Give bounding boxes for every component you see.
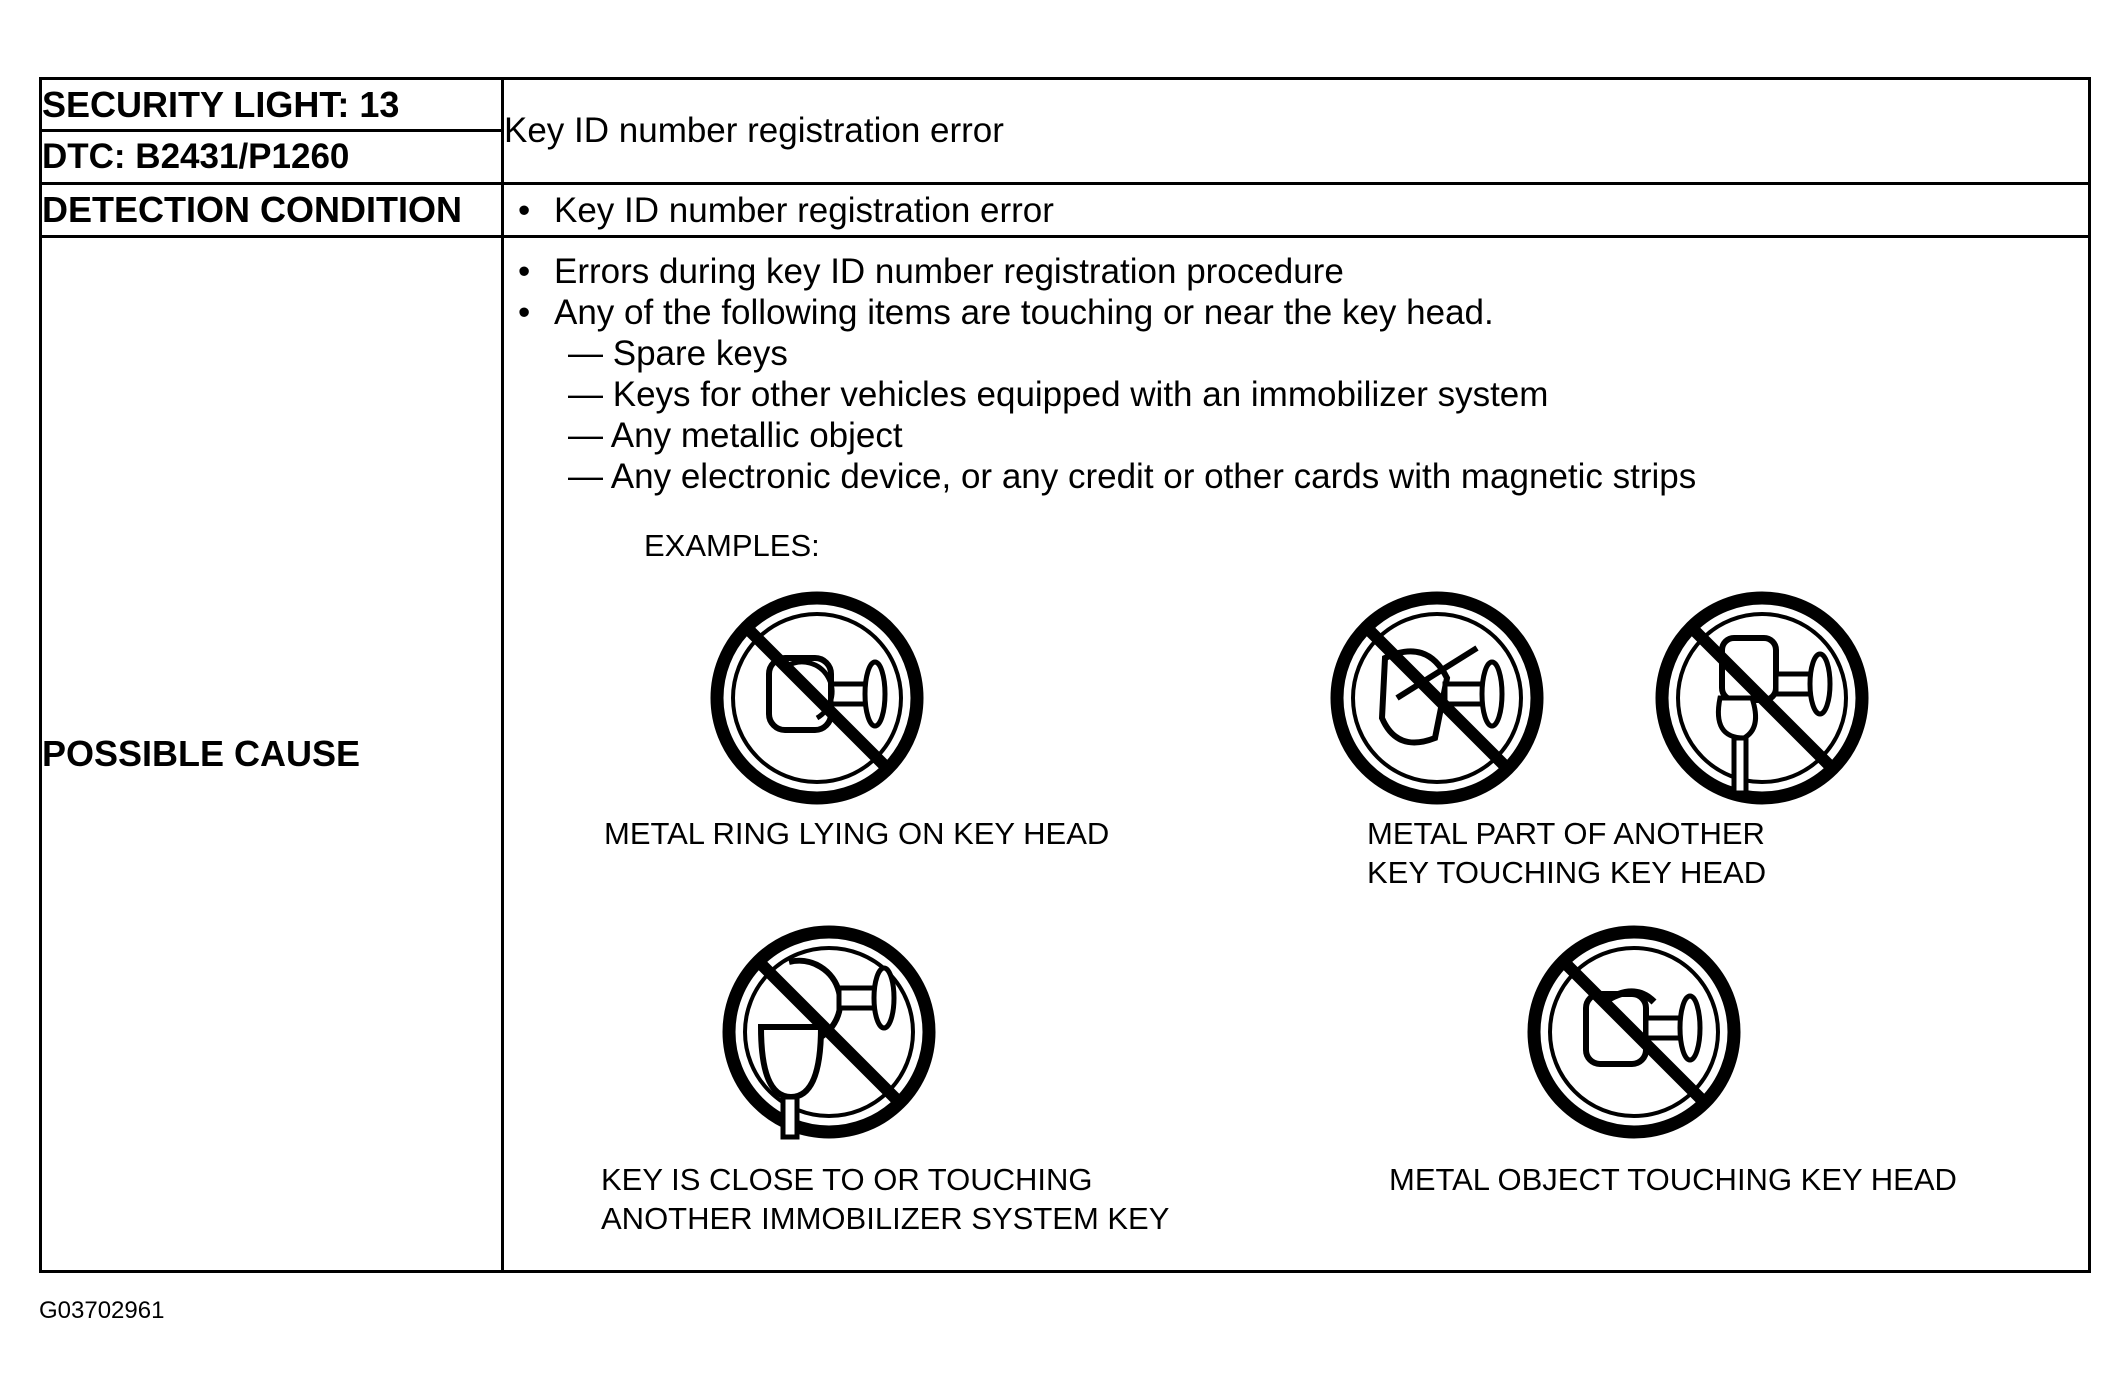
sub-item-text: Any electronic device, or any credit or other cards with magnetic strips [610,457,1697,496]
sub-item-text: Spare keys [612,334,788,373]
dash-glyph: — [568,457,603,496]
bullet-glyph: • [518,252,531,291]
cause-sub-item [504,374,1696,415]
prohibited-key-ring-icon [707,588,927,808]
cause-bullet [504,292,1696,333]
figure-code: G03702961 [39,1297,165,1324]
detection-item [504,190,2088,231]
caption-line: KEY IS CLOSE TO OR TOUCHING [601,1162,1093,1197]
cause-bullet [504,251,1696,292]
cause-bullet-text: Any of the following items are touching or near the key head. [554,293,1494,332]
detection-condition-cell [503,184,2090,237]
examples-label: EXAMPLES: [644,528,820,563]
caption-line: METAL RING LYING ON KEY HEAD [604,816,1110,851]
bullet-glyph: • [518,190,531,230]
security-light-label: SECURITY LIGHT: 13 [41,79,503,131]
sub-item-text: Any metallic object [610,416,903,455]
caption-line: METAL OBJECT TOUCHING KEY HEAD [1389,1162,1957,1197]
cause-sub-item [504,456,1696,497]
example-caption [1389,1160,1957,1199]
cause-list [504,251,1696,497]
prohibited-hanging-key-icon [1652,588,1872,808]
sub-item-text: Keys for other vehicles equipped with an immobilizer system [612,375,1549,414]
cause-sub-item [504,333,1696,374]
detection-item-text: Key ID number registration error [554,190,1054,230]
prohibited-metal-object-icon [1524,922,1744,1142]
caption-line: KEY TOUCHING KEY HEAD [1367,855,1767,890]
dash-glyph: — [568,416,603,455]
dtc-description-text: Key ID number registration error [504,111,1004,150]
dtc-code-label: DTC: B2431/P1260 [41,131,503,184]
cause-bullet-text: Errors during key ID number registration procedure [554,252,1344,291]
example-caption [604,814,1109,853]
prohibited-key-touching-icon [1327,588,1547,808]
dash-glyph: — [568,375,603,414]
prohibited-immobilizer-key-icon [719,922,939,1142]
dtc-description [503,79,2090,184]
cause-sub-item [504,415,1696,456]
diagnostic-table [39,77,2091,1273]
example-caption [601,1160,1169,1238]
example-caption [1367,814,1766,892]
caption-line: METAL PART OF ANOTHER [1367,816,1765,851]
dash-glyph: — [568,334,603,373]
possible-cause-label: POSSIBLE CAUSE [41,237,503,1272]
possible-cause-cell [503,237,2090,1272]
bullet-glyph: • [518,293,531,332]
detection-condition-label: DETECTION CONDITION [41,184,503,237]
caption-line: ANOTHER IMMOBILIZER SYSTEM KEY [601,1201,1170,1236]
